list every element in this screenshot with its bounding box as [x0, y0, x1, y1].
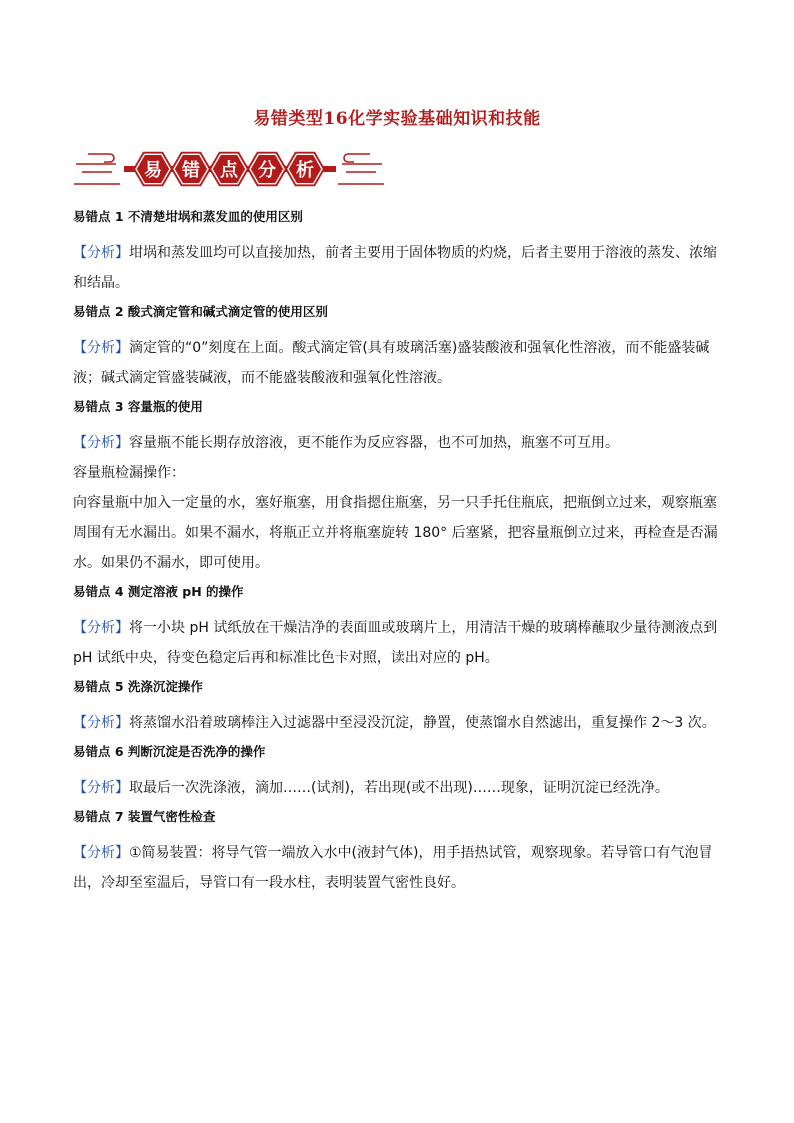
section-heading: 易错点 1 不清楚坩埚和蒸发皿的使用区别: [73, 209, 303, 224]
section-4: [73, 582, 725, 673]
content-body: [73, 207, 725, 902]
section-paragraph: [73, 428, 725, 458]
analysis-tag: 【分析】: [73, 435, 129, 451]
error-analysis-banner: [74, 140, 384, 200]
analysis-text: 容量瓶不能长期存放溶液，更不能作为反应容器，也不可加热，瓶塞不可互用。: [129, 435, 619, 451]
analysis-tag: 【分析】: [73, 340, 129, 356]
analysis-text: ①简易装置：将导气管一端放入水中(液封气体)，用手捂热试管，观察现象。若导管口有气泡冒出，冷却至室温后，导管口有一段水柱，表明装置气密性良好。: [73, 845, 713, 891]
section-heading: 易错点 2 酸式滴定管和碱式滴定管的使用区别: [73, 304, 328, 319]
section-paragraph: [73, 708, 725, 738]
section-heading: 易错点 3 容量瓶的使用: [73, 399, 203, 414]
section-paragraph: [73, 238, 725, 298]
left-ornament-icon: [74, 154, 120, 184]
section-paragraph: [73, 773, 725, 803]
analysis-tag: 【分析】: [73, 245, 129, 261]
section-5: [73, 677, 725, 738]
section-heading: 易错点 4 测定溶液 pH 的操作: [73, 584, 244, 599]
banner-char: 点: [220, 160, 238, 181]
analysis-tag: 【分析】: [73, 845, 129, 861]
section-3: [73, 397, 725, 578]
extra-paragraph: 向容量瓶中加入一定量的水，塞好瓶塞，用食指摁住瓶塞，另一只手托住瓶底，把瓶倒立过来，观察瓶塞周围有无水漏出。如果不漏水，将瓶正立并将瓶塞旋转 180° 后塞紧，把容量瓶倒立过来，再检查是否漏水。如果仍不漏水，即可使用。: [73, 495, 718, 571]
analysis-text: 取最后一次洗涤液，滴加……(试剂)，若出现(或不出现)……现象，证明沉淀已经洗净。: [129, 780, 669, 796]
page-title: 易错类型16化学实验基础知识和技能: [253, 109, 541, 129]
banner-char: 易: [144, 160, 162, 181]
banner-char: 析: [296, 160, 314, 181]
analysis-tag: 【分析】: [73, 715, 129, 731]
analysis-text: 坩埚和蒸发皿均可以直接加热，前者主要用于固体物质的灼烧，后者主要用于溶液的蒸发、浓缩和结晶。: [73, 245, 717, 291]
analysis-text: 将一小块 pH 试纸放在干燥洁净的表面皿或玻璃片上，用清洁干燥的玻璃棒蘸取少量待测液点到 pH 试纸中央，待变色稳定后再和标准比色卡对照，读出对应的 pH。: [73, 620, 718, 666]
section-paragraph: [73, 333, 725, 393]
section-heading: 易错点 5 洗涤沉淀操作: [73, 679, 203, 694]
extra-label: 容量瓶检漏操作：: [73, 465, 185, 481]
section-heading: 易错点 7 装置气密性检查: [73, 809, 216, 824]
banner-char: 错: [182, 160, 200, 181]
section-1: [73, 207, 725, 298]
banner-char: 分: [258, 160, 276, 181]
section-paragraph: [73, 613, 725, 673]
section-heading: 易错点 6 判断沉淀是否洗净的操作: [73, 744, 266, 759]
analysis-tag: 【分析】: [73, 780, 129, 796]
section-7: [73, 807, 725, 898]
section-paragraph: [73, 838, 725, 898]
right-ornament-icon: [338, 154, 384, 184]
analysis-tag: 【分析】: [73, 620, 129, 636]
section-2: [73, 302, 725, 393]
analysis-text: 将蒸馏水沿着玻璃棒注入过滤器中至浸没沉淀，静置，使蒸馏水自然滤出，重复操作 2～3 次。: [129, 715, 716, 731]
analysis-text: 滴定管的“0”刻度在上面。酸式滴定管(具有玻璃活塞)盛装酸液和强氧化性溶液，而不能盛装碱液；碱式滴定管盛装碱液，而不能盛装酸液和强氧化性溶液。: [73, 340, 710, 386]
section-6: [73, 742, 725, 803]
